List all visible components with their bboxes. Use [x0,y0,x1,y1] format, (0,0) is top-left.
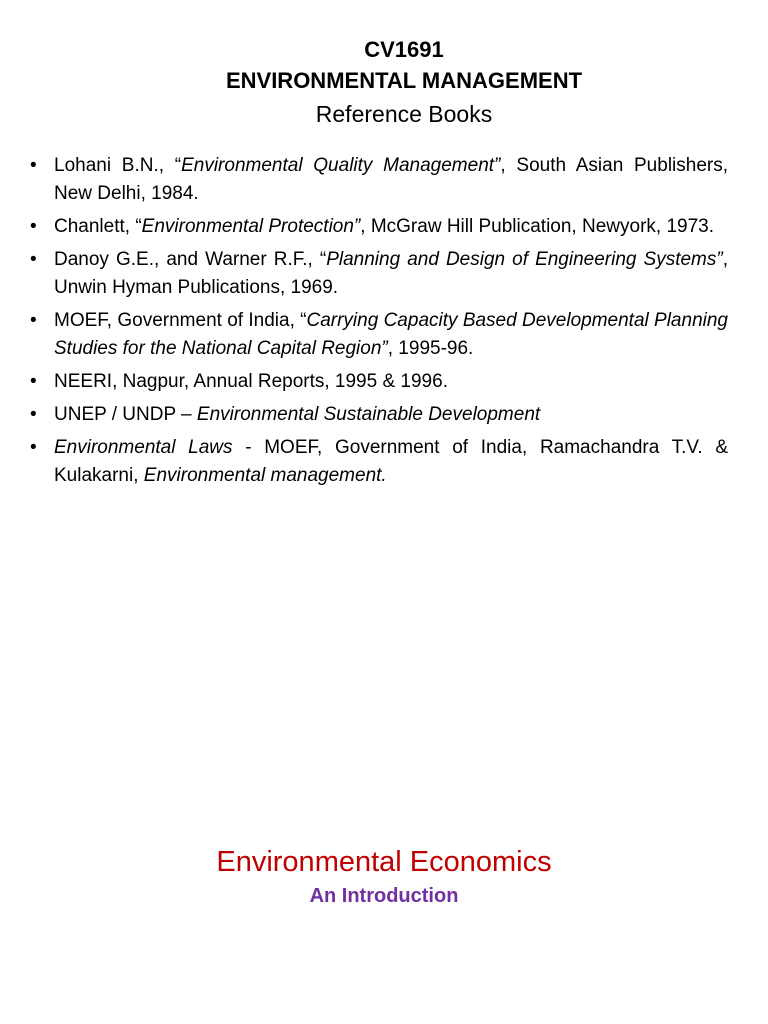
bullet-icon: • [30,249,37,270]
reference-item [30,152,728,208]
reference-author: Lohani B.N., “ [54,155,182,176]
reference-title: Environmental Sustainable Development [196,404,541,425]
reference-publisher: , McGraw Hill Publication, Newyork, 1973. [360,216,715,237]
slide-footer [0,842,768,910]
reference-text [54,310,728,359]
reference-author: Danoy G.E., and Warner R.F., “ [54,249,327,270]
course-code: CV1691 [364,37,444,62]
bullet-icon: • [30,310,37,331]
reference-text [54,216,714,237]
reference-title: Environmental Quality Management” [181,155,501,176]
reference-title: Environmental Laws [54,437,233,458]
reference-text [54,249,728,298]
reference-author: NEERI, Nagpur, Annual Reports, 1995 & 1996. [54,371,448,392]
reference-item [30,307,728,363]
reference-publisher: , Unwin Hyman Publications, 1969. [54,249,728,298]
slide-header [0,34,768,131]
reference-title: Planning and Design of Engineering Systems” [326,249,723,270]
bullet-icon: • [30,437,37,458]
reference-title: Carrying Capacity Based Developmental Planning Studies for the National Capital Region” [54,310,728,359]
section-title: Environmental Economics [216,846,552,878]
bullet-icon: • [30,155,37,176]
reference-publisher: , South Asian Publishers, New Delhi, 1984. [54,155,728,204]
reference-item [30,401,728,429]
reference-publisher: - MOEF, Government of India, Ramachandra T.V. & Kulakarni, [54,437,728,486]
reference-publisher: , 1995-96. [387,338,474,359]
reference-author: Chanlett, “ [54,216,142,237]
reference-item [30,434,728,490]
reference-list [30,152,728,495]
reference-author: UNEP / UNDP – [54,404,197,425]
bullet-icon: • [30,404,37,425]
reference-books-heading: Reference Books [315,101,493,127]
reference-text [54,371,448,392]
reference-author: MOEF, Government of India, “ [54,310,307,331]
reference-title-secondary: Environmental management. [143,465,387,486]
bullet-icon: • [30,371,37,392]
reference-text [54,404,540,425]
section-subtitle: An Introduction [309,885,459,907]
bullet-icon: • [30,216,37,237]
reference-item [30,213,728,241]
reference-item [30,246,728,302]
course-title: ENVIRONMENTAL MANAGEMENT [225,68,583,93]
reference-title: Environmental Protection” [141,216,361,237]
reference-item [30,368,728,396]
reference-text [54,437,728,486]
reference-text [54,155,728,204]
